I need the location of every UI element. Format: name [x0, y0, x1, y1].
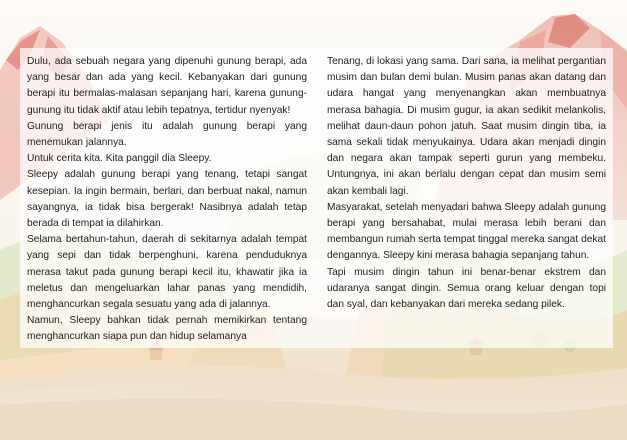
paragraph: Tenang, di lokasi yang sama. Dari sana, ia melihat pergantian musim dan bulan demi bulan. Musim panas akan datang dan udara hangat yang menyenangkan akan membuatnya merasa bahagia. Di musim gugur, ia akan sedikit melankolis, melihat daun-daun pohon jatuh. Saat musim dingin tiba, ia sama sekali tidak menyukainya. Udara akan menjadi dingin dan negara akan tampak seperti gurun yang membeku. Untungnya, ini akan berlalu dengan cepat dan musim semi akan kembali lagi.: [327, 56, 606, 197]
paragraph: Masyarakat, setelah menyadari bahwa Sleepy adalah gunung berapi yang bersahabat, mulai merasa lebih berani dan membangun rumah serta tempat tinggal mereka sangat dekat dengannya. Sleepy kini merasa bahagia sepanjang tahun.: [327, 201, 606, 262]
paragraph: Sleepy adalah gunung berapi yang tenang, tetapi sangat kesepian. Ia ingin bermain, berlari, dan berbuat nakal, namun sayangnya, ia tidak bisa bergerak! Nasibnya adalah tetap berada di tempat ia dilahirkan.: [27, 169, 307, 230]
paragraph: Gunung berapi jenis itu adalah gunung berapi yang menemukan jalannya.: [27, 120, 307, 149]
paragraph: Untuk cerita kita. Kita panggil dia Sleepy.: [27, 153, 212, 165]
left-text-column: [27, 54, 307, 346]
paragraph: Namun, Sleepy bahkan tidak pernah memikirkan tentang menghancurkan siapa pun dan hidup selamanya: [27, 315, 307, 343]
paragraph: Dulu, ada sebuah negara yang dipenuhi gunung berapi, ada yang besar dan ada yang kecil. Kebanyakan dari gunung berapi itu bermalas-malasan sepanjang hari, karena gunung-gunung itu tidak aktif atau lebih tepatnya, tertidur nyenyak!: [27, 56, 307, 116]
paragraph: Tapi musim dingin tahun ini benar-benar ekstrem dan udaranya sangat dingin. Semua orang keluar dengan topi dan syal, dan kebanyakan dari mereka sedang pilek.: [327, 266, 606, 311]
right-text-column: [327, 54, 606, 313]
paragraph: Selama bertahun-tahun, daerah di sekitarnya adalah tempat yang sepi dan tidak berpenghuni, karena penduduknya merasa takut pada gunung berapi kecil itu, khawatir jika ia meletus dan mengeluarkan lahar panas yang mendidih, menghancurkan segala sesuatu yang ada di jalannya.: [27, 234, 307, 311]
